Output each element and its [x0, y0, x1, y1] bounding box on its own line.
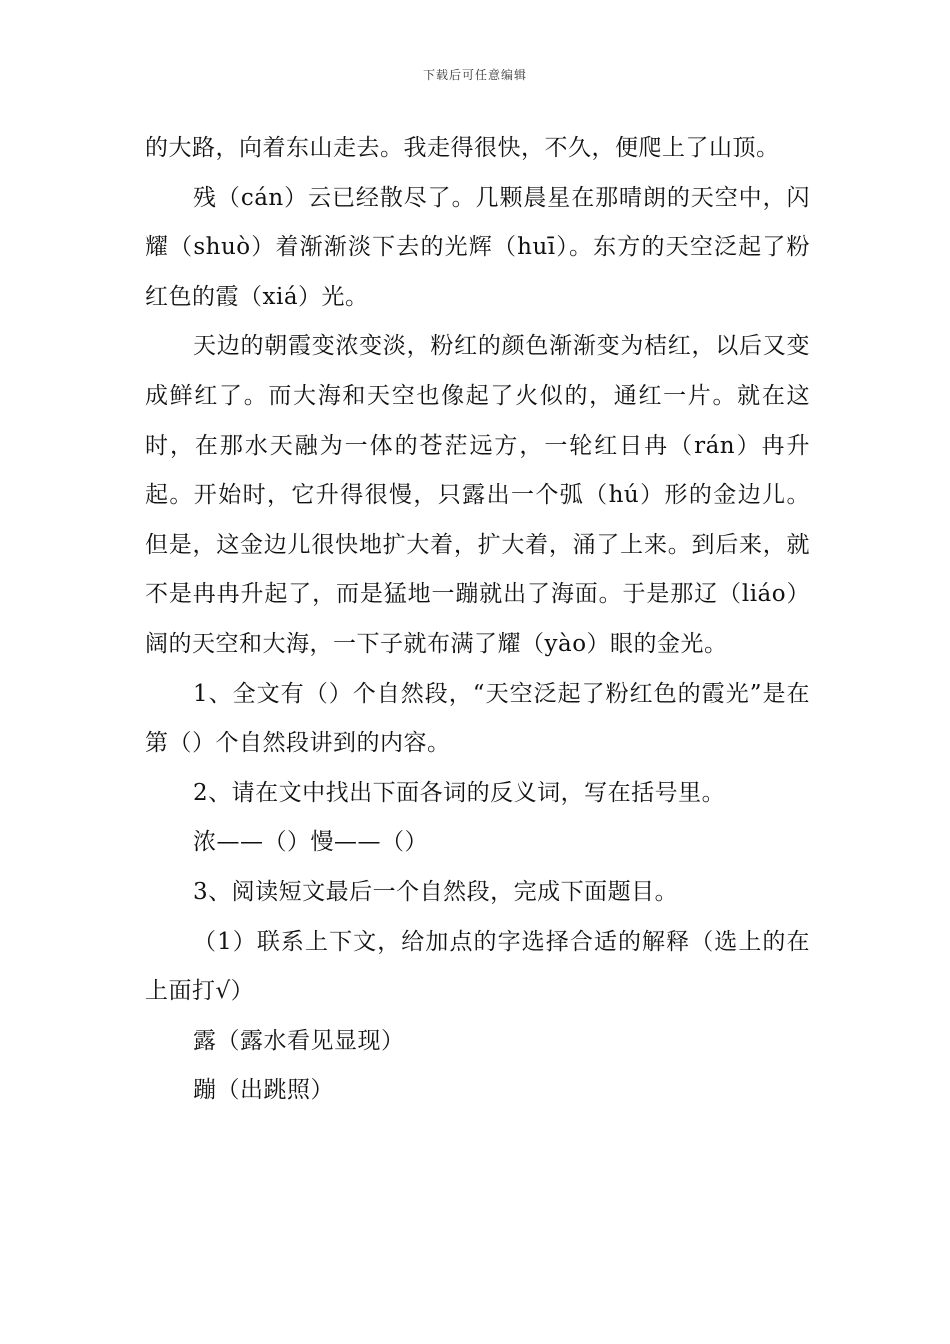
document-body [145, 124, 810, 1116]
page-header: 下载后可任意编辑 [422, 68, 527, 82]
paragraph-continued: 的大路，向着东山走去。我走得很快，不久，便爬上了山顶。 [145, 135, 780, 161]
question-1: 1、全文有（）个自然段，“天空泛起了粉红色的霞光”是在第（）个自然段讲到的内容。 [145, 680, 810, 757]
question-3-option-beng: 蹦（出跳照） [193, 1077, 334, 1104]
paragraph-dawn-sky: 残（cán）云已经散尽了。几颗晨星在那晴朗的天空中，闪耀（shuò）着渐渐淡下去的光辉（huī）。东方的天空泛起了粉红色的霞（xiá）光。 [145, 184, 810, 310]
question-3-option-lu: 露（露水看见显现） [193, 1027, 405, 1054]
question-2-antonyms: 浓——（）慢——（） [193, 829, 428, 856]
question-3: 3、阅读短文最后一个自然段，完成下面题目。 [193, 878, 679, 905]
question-2: 2、请在文中找出下面各词的反义词，写在括号里。 [193, 779, 726, 806]
question-3-part-1: （1）联系上下文，给加点的字选择合适的解释（选上的在上面打√） [145, 928, 810, 1005]
paragraph-sunrise: 天边的朝霞变浓变淡，粉红的颜色渐渐变为桔红，以后又变成鲜红了。而大海和天空也像起了火似的，通红一片。就在这时，在那水天融为一体的苍茫远方，一轮红日冉（rán）冉升起。开始时，它升得很慢，只露出一个弧（hú）形的金边儿。但是，这金边儿很快地扩大着，扩大着，涌了上来。到后来，就不是冉冉升起了，而是猛地一蹦就出了海面。于是那辽（liáo）阔的天空和大海，一下子就布满了耀（yào）眼的金光。 [145, 333, 810, 657]
